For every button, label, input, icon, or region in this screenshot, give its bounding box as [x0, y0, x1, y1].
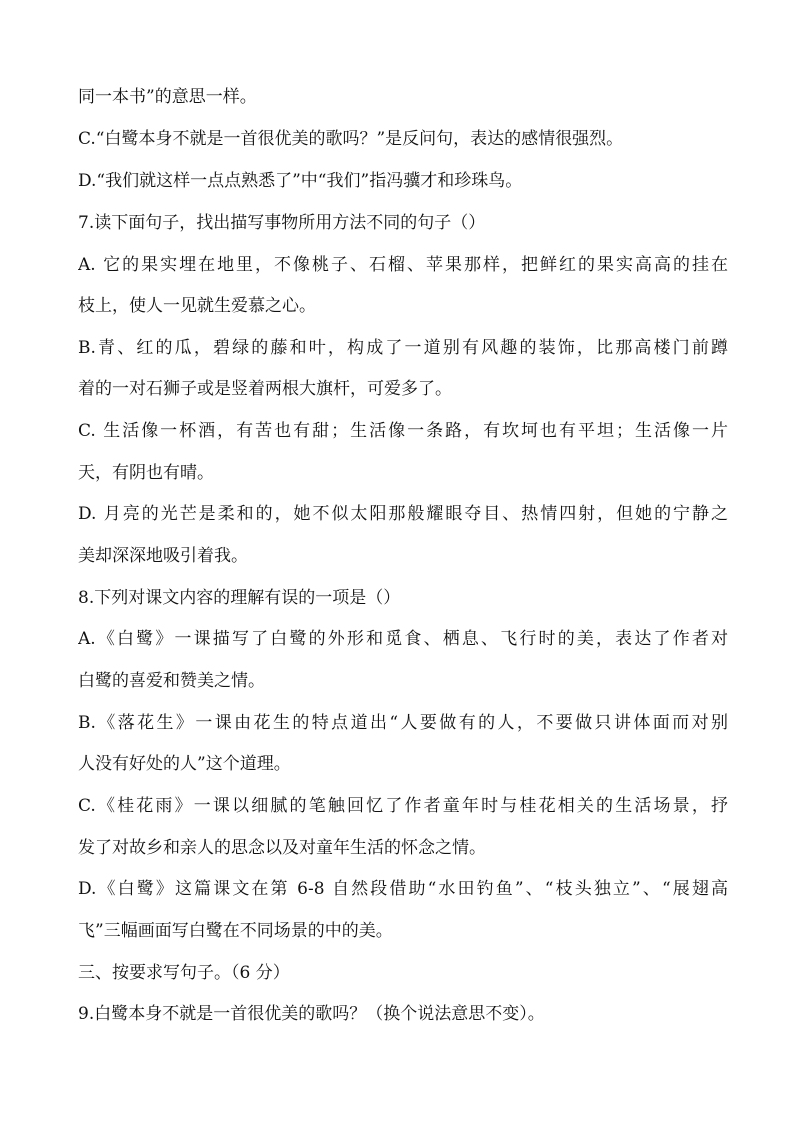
option-c-line: 天，有阴也有晴。: [78, 463, 214, 483]
option-b-line: B.《落花生》一课由花生的特点道出“人要做有的人，不要做只讲体面而对别: [78, 713, 728, 733]
option-d-line: D. 月亮的光芒是柔和的，她不似太阳那般耀眼夺目、热情四射，但她的宁静之: [78, 504, 728, 524]
question-9: 9.白鹭本身不就是一首很优美的歌吗？（换个说法意思不变）。: [78, 1004, 545, 1024]
text-line: 同一本书”的意思一样。: [78, 87, 257, 107]
option-d-line: D.《白鹭》这篇课文在第 6-8 自然段借助“水田钓鱼”、“枝头独立”、“展翅高: [78, 879, 728, 899]
option-a-line: 枝上，使人一见就生爱慕之心。: [78, 296, 316, 316]
option-d-line: 飞”三幅画面写白鹭在不同场景的中的美。: [78, 921, 393, 941]
option-a-line: 白鹭的喜爱和赞美之情。: [78, 671, 265, 691]
question-8: 8.下列对课文内容的理解有误的一项是（）: [78, 588, 401, 608]
text-line: D.“我们就这样一点点熟悉了”中“我们”指冯骥才和珍珠鸟。: [78, 171, 523, 191]
question-7: 7.读下面句子，找出描写事物所用方法不同的句子（）: [78, 213, 486, 233]
option-d-line: 美却深深地吸引着我。: [78, 546, 248, 566]
option-b-line: 人没有好处的人”这个道理。: [78, 754, 291, 774]
text-line: C.“白鹭本身不就是一首很优美的歌吗？”是反问句，表达的感情很强烈。: [78, 129, 624, 149]
option-c-line: 发了对故乡和亲人的思念以及对童年生活的怀念之情。: [78, 838, 486, 858]
option-b-line: B.青、红的瓜，碧绿的藤和叶，构成了一道别有风趣的装饰，比那高楼门前蹲: [78, 338, 728, 358]
option-b-line: 着的一对石狮子或是竖着两根大旗杆，可爱多了。: [78, 379, 452, 399]
option-a-line: A. 它的果实埋在地里，不像桃子、石榴、苹果那样，把鲜红的果实高高的挂在: [78, 255, 728, 275]
option-c-line: C.《桂花雨》一课以细腻的笔触回忆了作者童年时与桂花相关的生活场景，抒: [78, 796, 728, 816]
section-heading: 三、按要求写句子。（6 分）: [78, 963, 290, 983]
option-a-line: A.《白鹭》一课描写了白鹭的外形和觅食、栖息、飞行时的美，表达了作者对: [78, 629, 728, 649]
option-c-line: C. 生活像一杯酒，有苦也有甜；生活像一条路，有坎坷也有平坦；生活像一片: [78, 421, 728, 441]
